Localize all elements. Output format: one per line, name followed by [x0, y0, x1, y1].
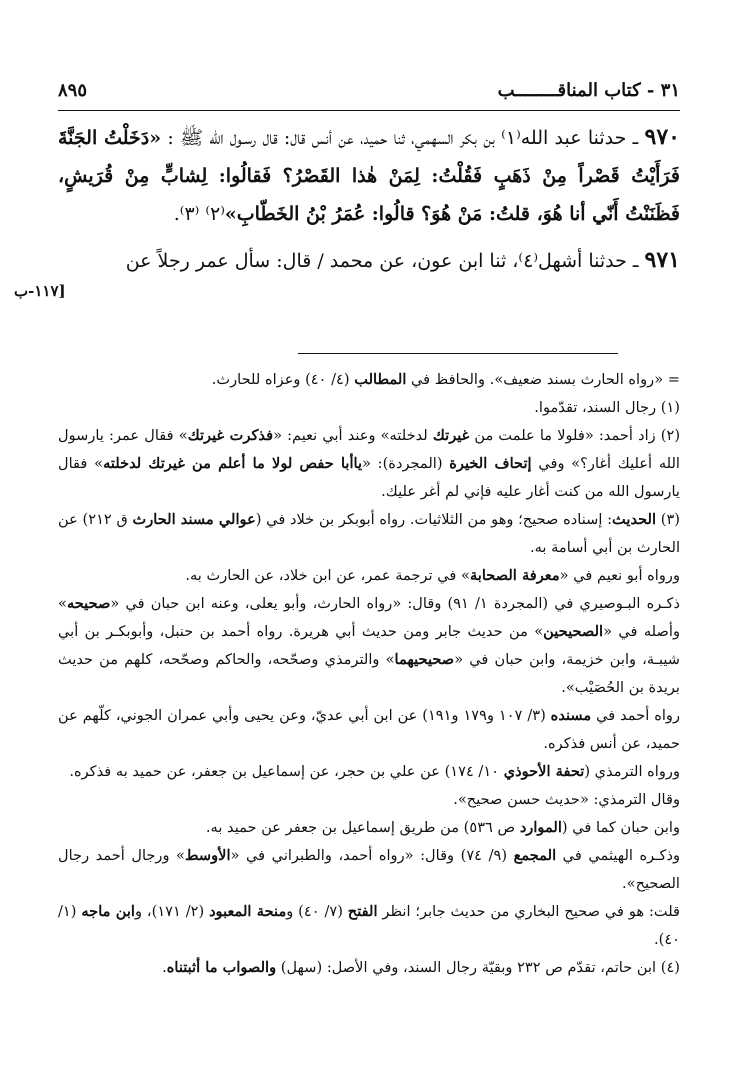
hadith-isnad: ـ حدثنا عبد الله⁽١⁾ بن بكر السهمي، ثنا حميد، عن أنس قال: قال رسـول الله ﷺ : [161, 127, 645, 149]
manuscript-folio-ref: [١١٧-ب [14, 282, 66, 300]
page-number: ٨٩٥ [58, 80, 88, 101]
hadith-isnad: ـ حدثنا أشهل⁽٤⁾، ثنا ابن عون، عن محمد / قال: سأل عمر رجلاً عن [125, 250, 645, 272]
footnote-2: (٢) زاد أحمد: «فلولا ما علمت من غيرتك لدخلته» وعند أبي نعيم: «فذكرت غيرتك» فقال عمر: يارسول الله أعليك أغار؟» وفي إتحاف الخيرة (المجردة): «ياأبا حفص لولا ما أعلم من غيرتك لدخلته» فقال يارسول الله من كنت أغار عليه فإني لم أغر عليك. [58, 427, 681, 500]
hadith-matn: «دَخَلْتُ الجَنَّةَ فَرَأَيْتُ قَصْراً مِنْ ذَهَبٍ فَقُلْتُ: لِمَنْ هٰذا القَصْرُ؟ فَقالُوا: لِشابٍّ مِنْ قُرَيشٍ، فَظَنَنْتُ أَنّي أنا هُوَ، قلتُ: مَنْ هُوَ؟ قالُوا: عُمَرُ بْنُ الخَطّابِ» [58, 127, 680, 225]
footnote-paragraph: وابن حبان كما في (الموارد ص ٥٣٦) من طريق إسماعيل بن جعفر عن حميد به. [205, 819, 680, 836]
footnote-paragraph: ورواه أبو نعيم في «معرفة الصحابة» في ترجمة عمر، عن ابن خلاد، عن الحارث به. [185, 567, 680, 584]
main-text [58, 118, 680, 288]
footnote-paragraph: قلت: هو في صحيح البخاري من حديث جابر؛ انظر الفتح (٧/ ٤٠) ومنحة المعبود (٢/ ١٧١)، وابن ماجه (١/ ٤٠). [58, 903, 681, 948]
footnote-paragraph: رواه أحمد في مسنده (٣/ ١٠٧ و١٧٩ و١٩١) عن ابن أبي عديّ، وعن يحيى وأبي عمران الجوني، كلّهم عن حميد، عن أنس فذكره. [58, 707, 681, 752]
footnote-paragraph: وذكـره الهيثمي في المجمع (٩/ ٧٤) وقال: «رواه أحمد، والطبراني في «الأوسط» ورجال أحمد رجال الصحيح». [58, 847, 680, 892]
footnote-refs: ⁽٢⁾ ⁽٣⁾. [173, 203, 225, 225]
hadith-number: ٩٧١ [644, 247, 680, 273]
chapter-title: ٣١ - كتاب المناقــــــــب [497, 80, 680, 101]
footnote-paragraph: وقال الترمذي: «حديث حسن صحيح». [453, 791, 680, 808]
footnote-paragraph: ورواه الترمذي (تحفة الأحوذي ١٠/ ١٧٤) عن علي بن حجر، عن إسماعيل بن جعفر، عن حميد به فذكره. [69, 763, 680, 780]
footnote-separator [298, 353, 618, 354]
hadith-number: ٩٧٠ [644, 124, 680, 150]
footnote-continuation: = «رواه الحارث بسند ضعيف». والحافظ في المطالب (٤/ ٤٠) وعزاه للحارث. [211, 371, 680, 388]
footnotes [58, 366, 680, 982]
hadith-970 [58, 118, 680, 233]
footnote-4: (٤) ابن حاتم، تقدّم ص ٢٣٢ وبقيّة رجال السند، وفي الأصل: (سهل) والصواب ما أثبتناه. [162, 959, 680, 976]
running-header [58, 76, 680, 111]
footnote-1: (١) رجال السند، تقدّموا. [534, 399, 680, 416]
footnote-3: (٣) الحديث: إسناده صحيح؛ وهو من الثلاثيات. رواه أبوبكر بن خلاد في (عوالي مسند الحارث ق ٢١٢) عن الحارث بن أبي أسامة به. [58, 511, 680, 556]
hadith-971 [58, 241, 680, 280]
footnote-paragraph: ذكـره البـوصيري في (المجردة ١/ ٩١) وقال: «رواه الحارث، وأبو يعلى، وعنه ابن حبان في «صحيحه» وأصله في «الصحيحين» من حديث جابر ومن حديث أبي هريرة. رواه أحمد بن حنبل، وأبوبكـر بن أبي شيبـة، وابن خزيمة، وابن حبان في «صحيحيهما» والترمذي وصحّحه، والحاكم وصحّحه، كلهم من حديث بريدة بن الحُصَيْب». [58, 595, 681, 696]
